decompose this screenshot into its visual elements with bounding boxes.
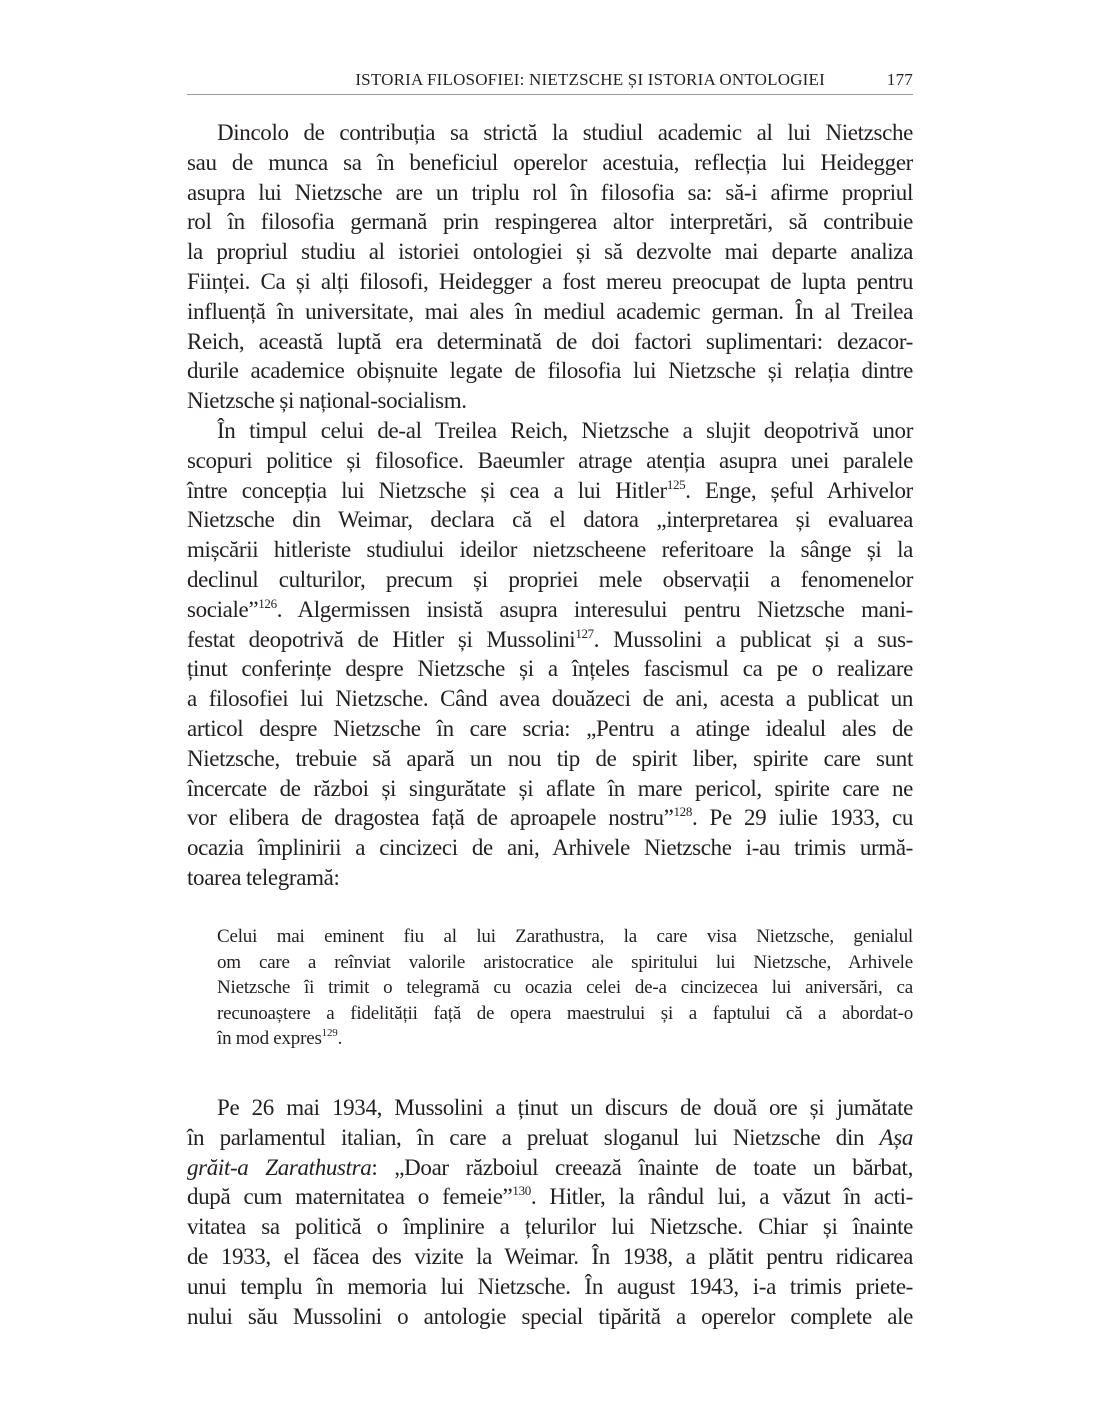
text-line [187,684,913,714]
paragraph-3 [187,1093,913,1331]
page-number: 177 [886,70,913,89]
text-line: Reich, această luptă era determinată de doi factori suplimentari: dezacor- [187,328,913,354]
line-text: între concepția lui Nietzsche și cea a lui Hitler [187,477,667,503]
running-header [187,70,913,95]
line-text: . Enge, șeful Arhivelor [685,477,913,503]
line-text: . Mussolini a publicat și a sus- [593,626,913,652]
line-text: după cum maternitatea o femeie” [187,1184,513,1210]
paragraph-2 [187,416,913,893]
line-text: vor elibera de dragostea față de aproapele nostru” [187,805,674,831]
text-line: rol în filosofia germană prin respingerea altor interpretări, să contribuie [187,209,913,235]
text-line [187,1123,913,1153]
footnote-ref-129[interactable]: 129 [321,1027,338,1040]
line-text: În timpul celui de-al Treilea Reich, Nietzsche a slujit deopotrivă unor [217,417,913,443]
text-line [187,416,913,446]
text-line [187,774,913,804]
line-text: . Pe 29 iulie 1933, cu [691,805,913,831]
text-line [187,1153,913,1183]
quote-line [217,950,913,976]
paragraph-1 [187,118,913,416]
text-line: influență în universitate, mai ales în mediul academic german. În al Treilea [187,298,913,324]
line-text: de 1933, el făcea des vizite la Weimar. În 1938, a plătit pentru ridicarea [187,1243,913,1269]
text-line [187,863,913,893]
footnote-ref-127[interactable]: 127 [575,625,594,641]
line-text: recunoaștere a fidelității față de opera maestrului și a faptului că a abordat-o [217,1002,913,1024]
line-text: articol despre Nietzsche în care scria: „Pentru a atinge idealul ales de [187,715,913,741]
text-line [187,654,913,684]
text-line [187,803,913,833]
line-text: Nietzsche, trebuie să apară un nou tip de spirit liber, spirite care sunt [187,745,913,771]
line-text: toarea telegramă: [187,864,340,890]
text-line [187,714,913,744]
line-text: . Algermissen insistă asupra interesului pentru Nietzsche mani- [276,596,913,622]
line-text: ținut conferințe despre Nietzsche și a înțeles fascismul ca pe o realizare [187,656,913,682]
text-line: la propriul studiu al istoriei ontologiei și să dezvolte mai departe analiza [187,239,913,265]
text-line [187,833,913,863]
text-line: asupra lui Nietzsche are un triplu rol în filosofia sa: să-i afirme propriul [187,179,913,205]
text-line [187,505,913,535]
text-line [187,595,913,625]
line-text: : „Doar războiul creează înainte de toate un bărbat, [371,1154,913,1180]
book-title-italic: grăit-a Zarathustra [187,1154,372,1180]
text-line [187,1242,913,1272]
line-text: Nietzsche îi trimit o telegramă cu ocazia celei de-a cincizecea lui aniversări, ca [217,977,913,999]
text-line: durile academice obișnuite legate de filosofia lui Nietzsche și relația dintre [187,358,913,384]
text-line [187,565,913,595]
line-text: Pe 26 mai 1934, Mussolini a ținut un discurs de două ore și jumătate [217,1095,913,1120]
quote-line [217,1001,913,1027]
text-line: Ființei. Ca și alți filosofi, Heidegger a fost mereu preocupat de lupta pentru [187,268,913,294]
quote-line [217,924,913,950]
line-text: Celui mai eminent fiu al lui Zarathustra, la care visa Nietzsche, genialul [217,926,913,947]
line-text: încercate de război și singurătate și aflate în mare pericol, spirite care ne [187,775,913,801]
footnote-ref-125[interactable]: 125 [666,476,686,492]
text-line: Dincolo de contribuția sa strictă la studiul academic al lui Nietzsche [217,120,913,145]
text-line [187,1272,913,1302]
text-line [187,446,913,476]
line-text: scopuri politice și filosofice. Baeumler atrage atenția asupra unei paralele [187,447,913,473]
line-text: . Hitler, la rândul lui, a văzut în acti- [530,1184,913,1210]
running-title: ISTORIA FILOSOFIEI: NIETZSCHE ȘI ISTORIA ONTOLOGIEI [355,70,825,89]
footnote-ref-130[interactable]: 130 [512,1183,531,1199]
footnote-ref-128[interactable]: 128 [673,804,692,820]
line-text: . [337,1028,343,1050]
line-text: om care a reînviat valorile aristocratice ale spiritului lui Nietzsche, Arhivele [217,951,913,973]
block-quote [217,924,913,1052]
line-text: declinul culturilor, precum și propriei mele observații a fenomenelor [187,566,913,592]
text-line [187,1302,913,1332]
line-text: sociale” [187,596,259,622]
line-text: Nietzsche din Weimar, declara că el datora „interpretarea și evaluarea [187,507,913,533]
text-line [187,476,913,506]
line-text: ocazia împlinirii a cincizeci de ani, Arhivele Nietzsche i-au trimis urmă- [187,835,913,861]
line-text: în mod expres [217,1028,322,1050]
text-line [187,1093,913,1123]
line-text: vitatea sa politică o împlinire a țelurilor lui Nietzsche. Chiar și înainte [187,1214,913,1240]
text-line [187,625,913,655]
line-text: a filosofiei lui Nietzsche. Când avea douăzeci de ani, acesta a publicat un [187,686,913,712]
footnote-ref-126[interactable]: 126 [258,595,277,611]
quote-line [217,975,913,1001]
line-text: mișcării hitleriste studiului ideilor nietzscheene referitoare la sânge și la [187,537,913,563]
quote-line [217,1026,913,1052]
line-text: unui templu în memoria lui Nietzsche. În august 1943, i-a trimis priete- [187,1273,913,1299]
line-text: nului său Mussolini o antologie special tipărită a operelor complete ale [187,1303,913,1329]
text-line [187,1182,913,1212]
text-line: sau de munca sa în beneficiul operelor acestuia, reflecția lui Heidegger [187,149,913,175]
book-title-italic: Așa [879,1124,913,1150]
text-line [187,535,913,565]
line-text: în parlamentul italian, în care a preluat sloganul lui Nietzsche din [187,1124,880,1150]
main-text [187,118,913,893]
line-text: festat deopotrivă de Hitler și Mussolini [187,626,576,652]
text-line [187,1212,913,1242]
text-line [187,744,913,774]
text-line: Nietzsche și național-socialism. [187,388,467,414]
